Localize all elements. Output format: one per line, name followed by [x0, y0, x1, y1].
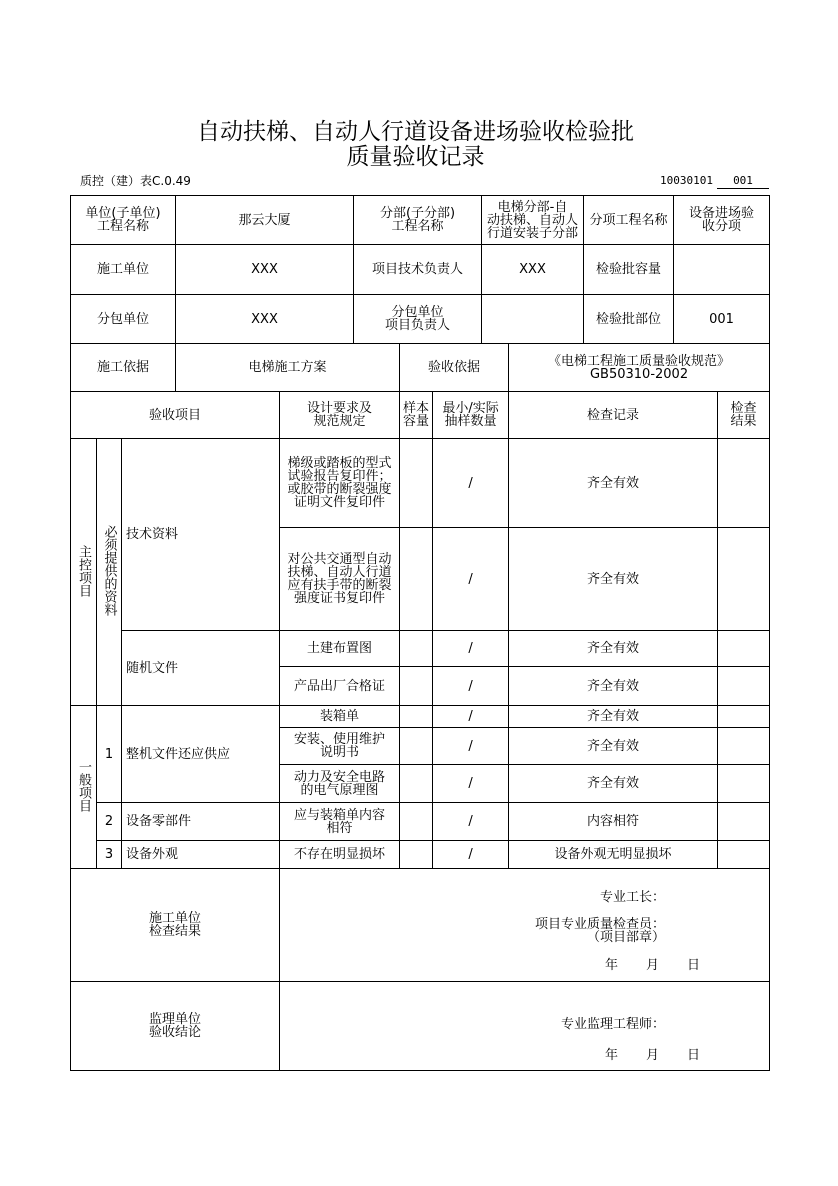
supervisor-signature-area [280, 982, 770, 1071]
general-item-3-sample-size [400, 765, 433, 803]
required-documents-label: 必须提供的资料 [101, 525, 117, 616]
table-row [71, 631, 770, 667]
general-item-5-result [718, 841, 770, 869]
main-item-4-sampling: / [433, 667, 509, 706]
form-code: 质控（建）表C.0.49 [80, 174, 191, 188]
general-group-2-number: 2 [97, 803, 122, 841]
general-item-4-sample-size [400, 803, 433, 841]
general-item-5-spec: 不存在明显损坏 [280, 841, 400, 869]
general-item-3-spec: 动力及安全电路 的电气原理图 [280, 765, 400, 803]
table-header-row [71, 392, 770, 439]
title-line-2: 质量验收记录 [346, 144, 485, 170]
info-row-contractor [71, 245, 770, 295]
contractor-date-day: 日 [687, 958, 701, 973]
general-item-2-spec: 安装、使用维护 说明书 [280, 728, 400, 765]
header-record: 检查记录 [509, 392, 718, 439]
subcontractor-lead-label: 分包单位 项目负责人 [354, 295, 482, 344]
general-group-2-name: 设备零部件 [122, 803, 280, 841]
general-item-1-spec: 装箱单 [280, 706, 400, 728]
main-item-2-spec: 对公共交通型自动 扶梯、自动人行道 应有扶手带的断裂 强度证书复印件 [280, 528, 400, 631]
batch-location-label: 检验批部位 [584, 295, 674, 344]
general-item-1-sampling: / [433, 706, 509, 728]
general-item-3-sampling: / [433, 765, 509, 803]
random-documents-label: 随机文件 [122, 631, 280, 706]
contractor-check-label: 施工单位 检查结果 [71, 869, 280, 982]
main-item-4-result [718, 667, 770, 706]
main-item-2-result [718, 528, 770, 631]
acceptance-record-table [70, 195, 770, 1071]
general-item-4-result [718, 803, 770, 841]
acceptance-basis-value: 《电梯工程施工质量验收规范》 GB50310-2002 [509, 344, 770, 392]
general-group-3-name: 设备外观 [122, 841, 280, 869]
batch-location-value: 001 [674, 295, 770, 344]
header-sample-size: 样本 容量 [400, 392, 433, 439]
contractor-date-year: 年 [605, 958, 619, 973]
general-item-1-sample-size [400, 706, 433, 728]
unit-project-name-value: 那云大厦 [176, 196, 354, 245]
header-result: 检查 结果 [718, 392, 770, 439]
subitem-project-name-label: 分项工程名称 [584, 196, 674, 245]
contractor-check-signature-area [280, 869, 770, 982]
general-item-1-record: 齐全有效 [509, 706, 718, 728]
required-documents-cell [97, 439, 122, 706]
contractor-date-month: 月 [646, 958, 660, 973]
main-item-4-spec: 产品出厂合格证 [280, 667, 400, 706]
header-sampling: 最小/实际 抽样数量 [433, 392, 509, 439]
table-row [71, 439, 770, 528]
header-spec: 设计要求及 规范规定 [280, 392, 400, 439]
title-line-1: 自动扶梯、自动人行道设备进场验收检验批 [197, 119, 634, 145]
batch-capacity-label: 检验批容量 [584, 245, 674, 295]
technical-lead-label: 项目技术负责人 [354, 245, 482, 295]
contractor-signature-box [280, 869, 769, 981]
main-control-cell [71, 439, 97, 706]
general-item-5-record: 设备外观无明显损坏 [509, 841, 718, 869]
contractor-value: XXX [176, 245, 354, 295]
info-row-basis [71, 344, 770, 392]
supervisor-date-month: 月 [646, 1048, 660, 1063]
subcontractor-label: 分包单位 [71, 295, 176, 344]
header-item: 验收项目 [71, 392, 280, 439]
project-seal-label: （项目部章） [587, 930, 666, 945]
general-item-3-result [718, 765, 770, 803]
main-item-2-record: 齐全有效 [509, 528, 718, 631]
main-item-4-sample-size [400, 667, 433, 706]
contractor-check-row [71, 869, 770, 982]
unit-project-name-label: 单位(子单位) 工程名称 [71, 196, 176, 245]
supervisor-signature-box [280, 982, 769, 1070]
division-project-name-value: 电梯分部-自 动扶梯、自动人 行道安装子分部 [482, 196, 584, 245]
technical-documents-label: 技术资料 [122, 439, 280, 631]
general-item-3-record: 齐全有效 [509, 765, 718, 803]
general-item-5-sampling: / [433, 841, 509, 869]
general-item-2-sample-size [400, 728, 433, 765]
acceptance-basis-label: 验收依据 [400, 344, 509, 392]
info-row-project [71, 196, 770, 245]
contractor-label: 施工单位 [71, 245, 176, 295]
main-item-2-sample-size [400, 528, 433, 631]
general-group-3-number: 3 [97, 841, 122, 869]
general-item-1-result [718, 706, 770, 728]
supervisor-date-day: 日 [687, 1048, 701, 1063]
info-row-subcontractor [71, 295, 770, 344]
main-item-3-result [718, 631, 770, 667]
table-row [71, 803, 770, 841]
general-items-cell [71, 706, 97, 869]
general-item-5-sample-size [400, 841, 433, 869]
general-items-label: 一般项目 [76, 759, 91, 812]
division-project-name-label: 分部(子分部) 工程名称 [354, 196, 482, 245]
foreman-label: 专业工长： [600, 890, 666, 905]
main-item-1-sample-size [400, 439, 433, 528]
construction-basis-value: 电梯施工方案 [176, 344, 400, 392]
main-item-2-sampling: / [433, 528, 509, 631]
table-row [71, 706, 770, 728]
main-item-1-record: 齐全有效 [509, 439, 718, 528]
main-item-3-record: 齐全有效 [509, 631, 718, 667]
main-item-1-sampling: / [433, 439, 509, 528]
subitem-project-name-value: 设备进场验 收分项 [674, 196, 770, 245]
general-item-4-sampling: / [433, 803, 509, 841]
general-item-4-record: 内容相符 [509, 803, 718, 841]
general-group-1-number: 1 [97, 706, 122, 803]
main-item-3-sampling: / [433, 631, 509, 667]
main-item-1-result [718, 439, 770, 528]
supervisor-date-year: 年 [605, 1048, 619, 1063]
supervising-engineer-label: 专业监理工程师： [561, 1017, 666, 1032]
main-control-label: 主控项目 [76, 544, 91, 597]
construction-basis-label: 施工依据 [71, 344, 176, 392]
main-item-1-spec: 梯级或踏板的型式 试验报告复印件； 或胶带的断裂强度 证明文件复印件 [280, 439, 400, 528]
general-item-2-result [718, 728, 770, 765]
form-number-serial: 001 [717, 174, 769, 189]
general-group-1-name: 整机文件还应供应 [122, 706, 280, 803]
main-item-3-sample-size [400, 631, 433, 667]
general-item-4-spec: 应与装箱单内容 相符 [280, 803, 400, 841]
main-item-3-spec: 土建布置图 [280, 631, 400, 667]
batch-capacity-value [674, 245, 770, 295]
general-item-2-sampling: / [433, 728, 509, 765]
supervisor-conclusion-label: 监理单位 验收结论 [71, 982, 280, 1071]
technical-lead-value: XXX [482, 245, 584, 295]
document-title [0, 120, 831, 170]
subcontractor-lead-value [482, 295, 584, 344]
main-item-4-record: 齐全有效 [509, 667, 718, 706]
subcontractor-value: XXX [176, 295, 354, 344]
general-item-2-record: 齐全有效 [509, 728, 718, 765]
supervisor-conclusion-row [71, 982, 770, 1071]
table-row [71, 841, 770, 869]
quality-inspector-label: 项目专业质量检查员： [535, 917, 666, 932]
form-number-prefix: 10030101 [660, 174, 713, 187]
